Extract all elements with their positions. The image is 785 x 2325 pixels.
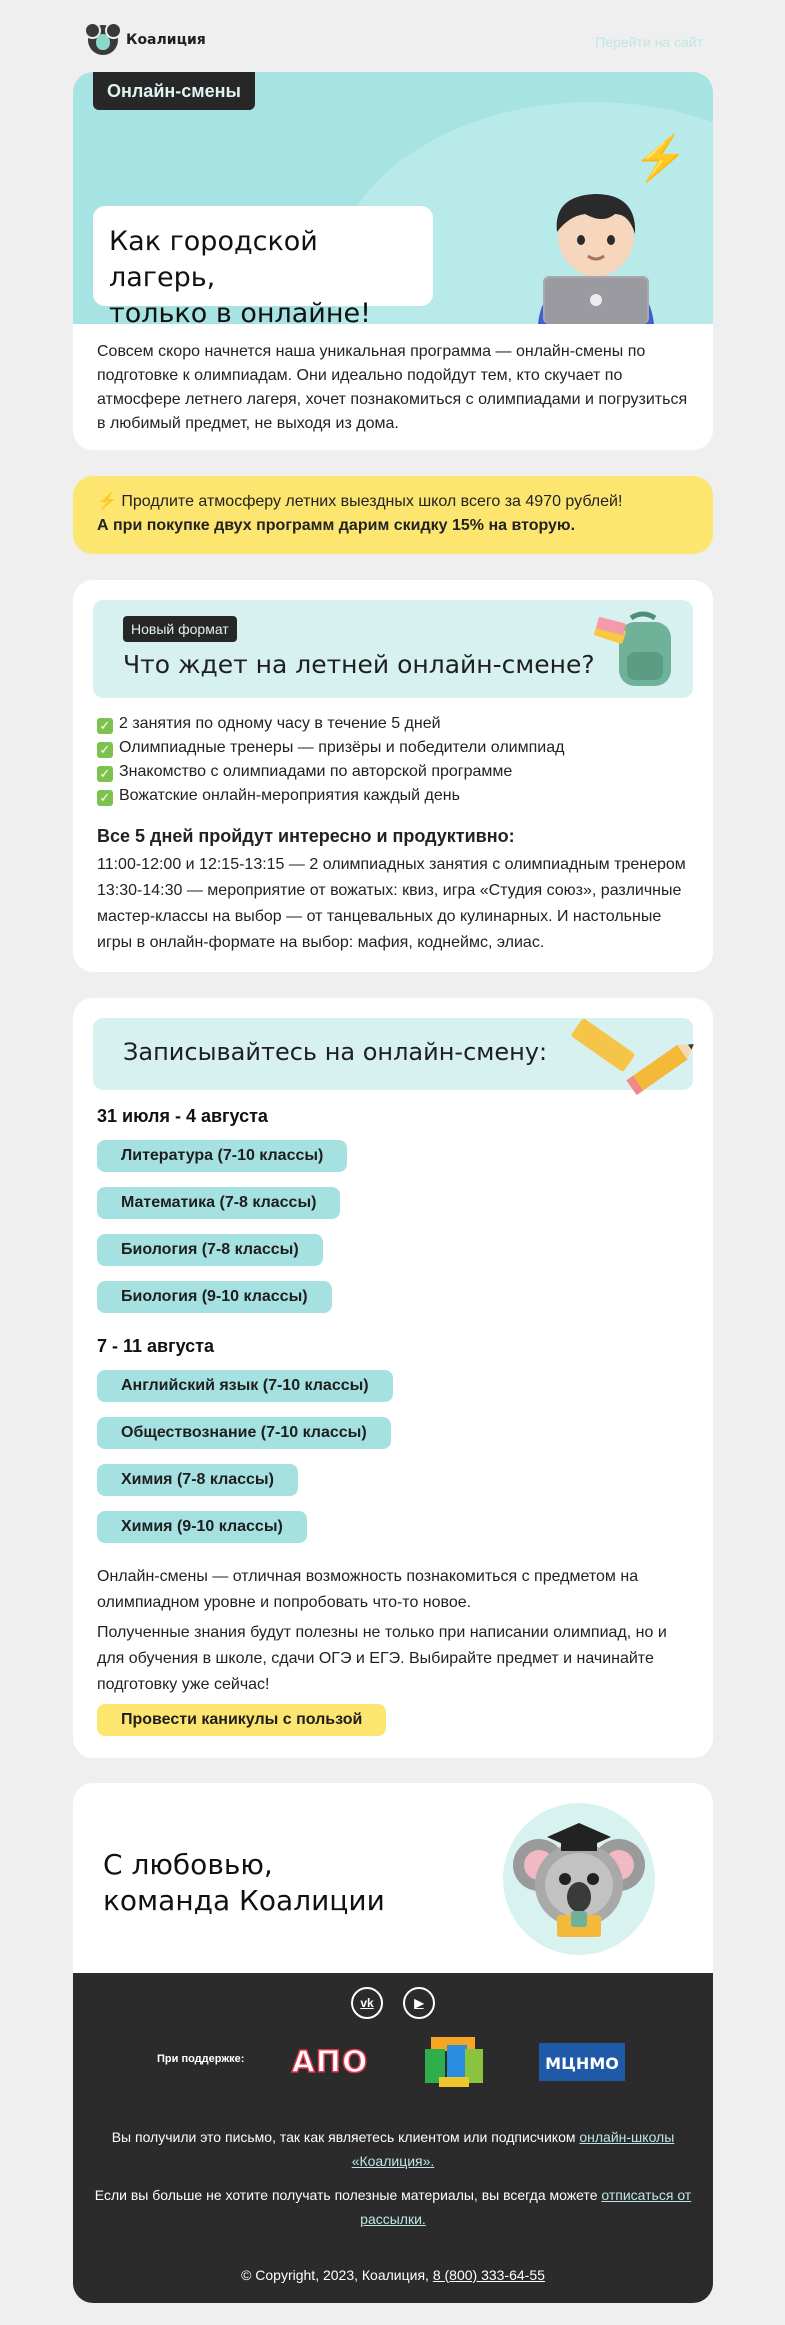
vk-icon[interactable]: vk bbox=[351, 1987, 383, 2019]
copyright: © Copyright, 2023, Коалиция, 8 (800) 333-64-55 bbox=[241, 2267, 545, 2283]
boy-with-laptop-illustration bbox=[533, 184, 659, 324]
hero-card bbox=[73, 72, 713, 450]
course-chemistry-9-10-button[interactable]: Химия (9-10 классы) bbox=[97, 1511, 307, 1543]
hero-intro-text: Совсем скоро начнется наша уникальная программа — онлайн-смены по подготовке к олимпиадам. Они идеально подойдут тем, кто скучает по атмосфере летнего лагеря, хочет познакомиться с олимпиадами и погрузиться в любимый предмет, не выходя из дома. bbox=[97, 343, 688, 432]
features-title: Что ждет на летней онлайн-смене? bbox=[123, 650, 595, 679]
signature-block bbox=[73, 1783, 713, 1973]
course-social-7-10-button[interactable]: Обществознание (7-10 классы) bbox=[97, 1417, 391, 1449]
logo[interactable] bbox=[88, 24, 206, 56]
go-to-site-link[interactable]: Перейти на сайт bbox=[595, 34, 703, 50]
phone-link[interactable]: 8 (800) 333-64-55 bbox=[432, 2267, 545, 2283]
features-list bbox=[97, 712, 564, 808]
course-chemistry-7-8-button[interactable]: Химия (7-8 классы) bbox=[97, 1464, 298, 1496]
logo-text: Коалиция bbox=[126, 32, 206, 48]
footer bbox=[73, 1973, 713, 2303]
signup-header bbox=[93, 1018, 693, 1090]
course-math-7-8-button[interactable]: Математика (7-8 классы) bbox=[97, 1187, 340, 1219]
list-item: ✓ 2 занятия по одному часу в течение 5 дней bbox=[97, 712, 564, 736]
notice-text: Вы получили это письмо, так как являетесь клиентом или подписчиком онлайн-школы «Коалиция». bbox=[111, 2129, 675, 2169]
check-icon: ✓ bbox=[97, 790, 113, 806]
promo-line1: ⚡ Продлите атмосферу летних выездных школ всего за 4970 рублей! bbox=[97, 493, 623, 510]
vacation-cta-button[interactable]: Провести каникулы с пользой bbox=[97, 1704, 386, 1736]
lightning-icon: ⚡ bbox=[633, 134, 688, 183]
check-icon: ✓ bbox=[97, 766, 113, 782]
mccme-logo[interactable] bbox=[539, 2043, 625, 2081]
list-item: ✓ Олимпиадные тренеры — призёры и победители олимпиад bbox=[97, 736, 564, 760]
unsubscribe-text: Если вы больше не хотите получать полезные материалы, вы всегда можете отписаться от рассылки. bbox=[94, 2187, 692, 2227]
signup-paragraph-1: Онлайн-смены — отличная возможность познакомиться с предметом на олимпиадном уровне и попробовать что-то новое. bbox=[97, 1568, 639, 1611]
mccme-logo-text: МЦНМО bbox=[545, 2054, 619, 2073]
check-icon: ✓ bbox=[97, 742, 113, 758]
promo-line2: А при покупке двух программ дарим скидку 15% на вторую. bbox=[97, 517, 576, 534]
hero-banner bbox=[73, 72, 713, 324]
youtube-icon[interactable]: ▶ bbox=[403, 1987, 435, 2019]
koala-mascot-icon bbox=[503, 1803, 655, 1955]
signup-paragraph-2: Полученные знания будут полезны не только при написании олимпиад, но и для обучения в школе, сдачи ОГЭ и ЕГЭ. Выбирайте предмет и начинайте подготовку уже сейчас! bbox=[97, 1624, 667, 1693]
apo-logo[interactable] bbox=[281, 2043, 379, 2079]
hero-title: Как городской лагерь, только в онлайне! bbox=[93, 206, 433, 306]
support-label: При поддержке: bbox=[157, 2053, 245, 2065]
signup-card bbox=[73, 998, 713, 1758]
course-biology-9-10-button[interactable]: Биология (9-10 классы) bbox=[97, 1281, 332, 1313]
list-item: ✓ Знакомство с олимпиадами по авторской программе bbox=[97, 760, 564, 784]
pencil-ruler-icon bbox=[563, 1018, 698, 1098]
apo-logo-text: АПО bbox=[291, 2045, 369, 2079]
course-literature-7-10-button[interactable]: Литература (7-10 классы) bbox=[97, 1140, 347, 1172]
list-item: ✓ Вожатские онлайн-мероприятия каждый день bbox=[97, 784, 564, 808]
koala-logo-icon bbox=[88, 25, 118, 55]
signup-title: Записывайтесь на онлайн-смену: bbox=[123, 1038, 548, 1066]
schedule-text: 11:00-12:00 и 12:15-13:15 — 2 олимпиадных занятия с олимпиадным тренером 13:30-14:30 — мероприятие от вожатых: квиз, игра «Студия союз», различные мастер-классы на выбор — от танцевальных до кулинарных. И настольные игры в онлайн-формате на выбор: мафия, коднеймс, элиас. bbox=[97, 856, 686, 951]
session1-dates: 31 июля - 4 августа bbox=[97, 1106, 268, 1126]
features-subheading: Все 5 дней пройдут интересно и продуктивно: bbox=[97, 826, 515, 846]
check-icon: ✓ bbox=[97, 718, 113, 734]
course-biology-7-8-button[interactable]: Биология (7-8 классы) bbox=[97, 1234, 323, 1266]
features-header bbox=[93, 600, 693, 698]
course-english-7-10-button[interactable]: Английский язык (7-10 классы) bbox=[97, 1370, 393, 1402]
new-format-tag: Новый формат bbox=[123, 616, 237, 642]
backpack-icon bbox=[593, 610, 683, 690]
features-card bbox=[73, 580, 713, 972]
hero-tag: Онлайн-смены bbox=[93, 72, 255, 110]
fund-logo[interactable] bbox=[425, 2033, 485, 2089]
signature-text: С любовью, команда Коалиции bbox=[103, 1848, 385, 1917]
school-link[interactable]: онлайн-школы «Коалиция». bbox=[351, 2129, 675, 2169]
unsubscribe-link[interactable]: отписаться от рассылки. bbox=[360, 2187, 692, 2227]
session2-dates: 7 - 11 августа bbox=[97, 1336, 215, 1356]
promo-banner bbox=[73, 476, 713, 554]
